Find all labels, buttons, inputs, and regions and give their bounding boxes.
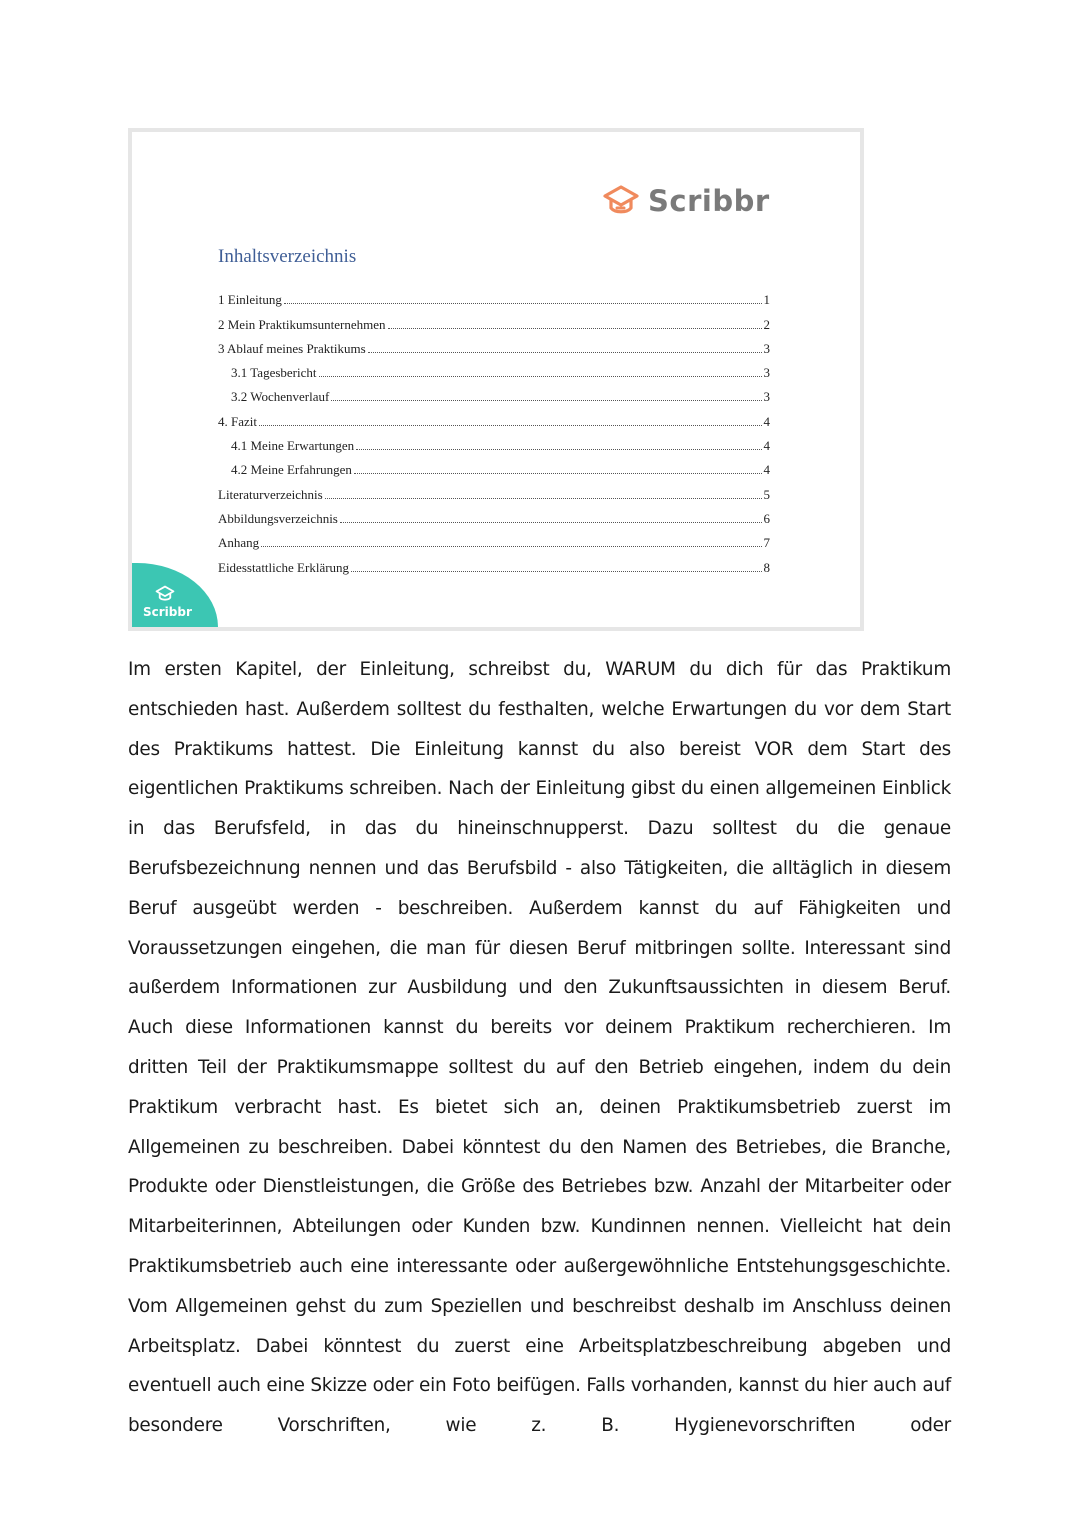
toc-entry <box>218 429 770 453</box>
toc-entry <box>218 502 770 526</box>
toc-entry-page: 3 <box>763 389 770 405</box>
toc-entry <box>218 307 770 331</box>
toc-entry-page: 4 <box>763 462 770 478</box>
toc-entry-label: 4. Fazit <box>218 413 257 429</box>
toc-entry-page: 7 <box>763 535 770 551</box>
toc-leader-dots <box>368 352 762 353</box>
toc-entry <box>218 453 770 477</box>
toc-entry-page: 5 <box>763 486 770 502</box>
toc-entry-page: 4 <box>763 438 770 454</box>
toc-entry-label: Abbildungsverzeichnis <box>218 510 338 526</box>
toc-leader-dots <box>356 449 761 450</box>
toc-entry <box>218 283 770 307</box>
brand-name: Scribbr <box>648 184 770 218</box>
toc-entry-label: Anhang <box>218 535 260 551</box>
toc-entry-label: 1 Einleitung <box>218 292 282 308</box>
toc-entry-label: 4.1 Meine Erwartungen <box>231 438 355 454</box>
toc-entry-page: 8 <box>763 559 770 575</box>
toc-entry-label: 3 Ablauf meines Praktikums <box>218 340 366 356</box>
toc-entry-page: 3 <box>763 365 770 381</box>
toc-list <box>218 283 770 575</box>
toc-leader-dots <box>331 400 761 401</box>
body-paragraph: Im ersten Kapitel, der Einleitung, schreibst du, WARUM du dich für das Praktikum entschieden hast. Außerdem solltest du festhalten, welche Erwartungen du vor dem Start des Praktikums hattest. Die Einleitung kannst du also bereist VOR dem Start des eigentlichen Praktikums schreiben. Nach der Einleitung gibst du einen allgemeinen Einblick in das Berufsfeld, in das du hineinschnupperst. Dazu solltest du die genaue Berufsbezeichnung nennen und das Berufsbild - also Tätigkeiten, die alltäglich in diesem Beruf ausgeübt werden - beschreiben. Außerdem kannst du auf Fähigkeiten und Voraussetzungen eingehen, die man für diesen Beruf mitbringen sollte. Interessant sind außerdem Informationen zur Ausbildung und den Zukunftsaussichten in diesem Beruf. Auch diese Informationen kannst du bereits vor deinem Praktikum recherchieren. Im dritten Teil der Praktikumsmappe solltest du auf den Betrieb eingehen, indem du dein Praktikum verbracht hast. Es bietet sich an, deinen Praktikumsbetrieb zuerst im Allgemeinen zu beschreiben. Dabei könntest du den Namen des Betriebes, die Branche, Produkte oder Dienstleistungen, die Größe des Betriebes bzw. Anzahl der Mitarbeiter oder Mitarbeiterinnen, Abteilungen oder Kunden bzw. Kundinnen nennen. Vielleicht hat dein Praktikumsbetrieb auch eine interessante oder außergewöhnliche Entstehungsgeschichte. Vom Allgemeinen gehst du zum Speziellen und beschreibst deshalb im Anschluss deinen Arbeitsplatz. Dabei könntest du zuerst eine Arbeitsplatzbeschreibung abgeben und eventuell auch eine Skizze oder ein Foto beifügen. Falls vorhanden, kannst du hier auch auf besondere Vorschriften, wie z. B. Hygienevorschriften oder <box>128 659 951 1437</box>
toc-entry-label: 4.2 Meine Erfahrungen <box>231 462 352 478</box>
toc-figure <box>128 128 864 631</box>
toc-entry <box>218 477 770 501</box>
toc-entry <box>218 380 770 404</box>
toc-entry-label: 3.1 Tagesbericht <box>231 365 317 381</box>
brand-logo <box>602 184 770 218</box>
toc-entry-page: 6 <box>763 510 770 526</box>
toc-entry-page: 3 <box>763 340 770 356</box>
toc-entry-label: 2 Mein Praktikumsunternehmen <box>218 316 386 332</box>
toc-leader-dots <box>319 376 762 377</box>
toc-entry-page: 4 <box>763 413 770 429</box>
toc-leader-dots <box>259 425 762 426</box>
toc-entry <box>218 550 770 574</box>
toc-leader-dots <box>284 303 762 304</box>
toc-title: Inhaltsverzeichnis <box>218 246 357 267</box>
toc-leader-dots <box>325 498 762 499</box>
toc-entry-label: 3.2 Wochenverlauf <box>231 389 330 405</box>
brand-corner-badge <box>132 563 218 627</box>
toc-entry-label: Literaturverzeichnis <box>218 486 323 502</box>
toc-entry <box>218 526 770 550</box>
toc-entry <box>218 332 770 356</box>
toc-leader-dots <box>340 522 762 523</box>
toc-entry-page: 1 <box>763 292 770 308</box>
toc-leader-dots <box>388 328 762 329</box>
toc-entry-page: 2 <box>763 316 770 332</box>
toc-entry-label: Eidesstattliche Erklärung <box>218 559 350 575</box>
toc-entry <box>218 356 770 380</box>
badge-text: Scribbr <box>143 605 192 619</box>
toc-leader-dots <box>261 546 761 547</box>
graduation-cap-icon <box>154 585 176 603</box>
graduation-cap-icon <box>602 184 640 218</box>
toc-leader-dots <box>354 473 762 474</box>
toc-entry <box>218 404 770 428</box>
toc-leader-dots <box>351 571 761 572</box>
